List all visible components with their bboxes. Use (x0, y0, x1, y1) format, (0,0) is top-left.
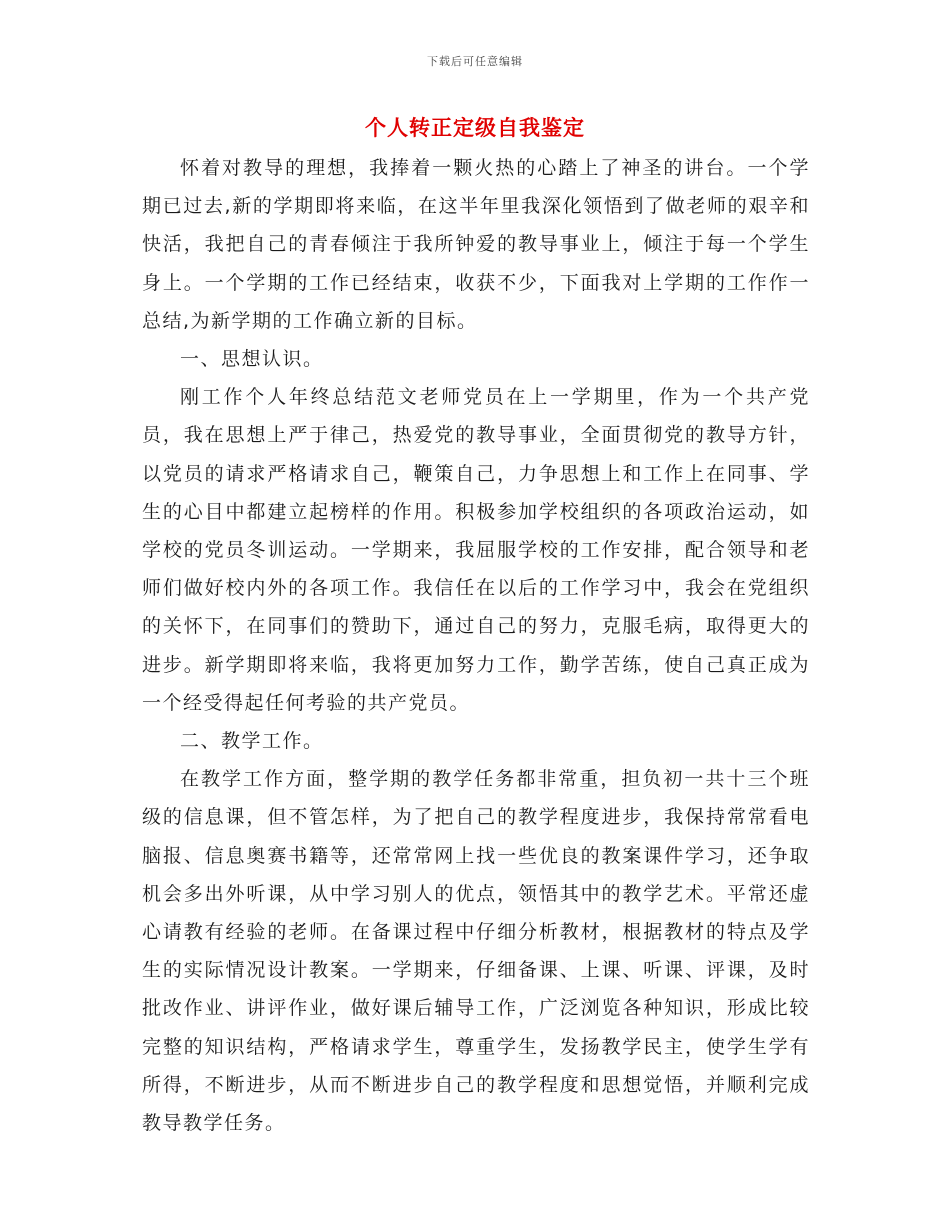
paragraph-intro: 怀着对教导的理想，我捧着一颗火热的心踏上了神圣的讲台。一个学期已过去,新的学期即将来临，在这半年里我深化领悟到了做老师的艰辛和快活，我把自己的青春倾注于我所钟爱的教导事业上，倾注于每一个学生身上。一个学期的工作已经结束，收获不少，下面我对上学期的工作作一总结,为新学期的工作确立新的目标。 (142, 157, 810, 332)
paragraph-teaching: 在教学工作方面，整学期的教学任务都非常重，担负初一共十三个班级的信息课，但不管怎样，为了把自己的教学程度进步，我保持常常看电脑报、信息奥赛书籍等，还常常网上找一些优良的教案课件学习，还争取机会多出外听课，从中学习别人的优点，领悟其中的教学艺术。平常还虚心请教有经验的老师。在备课过程中仔细分析教材，根据教材的特点及学生的实际情况设计教案。一学期来，仔细备课、上课、听课、评课，及时批改作业、讲评作业，做好课后辅导工作，广泛浏览各种知识，形成比较完整的知识结构，严格请求学生，尊重学生，发扬教学民主，使学生学有所得，不断进步，从而不断进步自己的教学程度和思想觉悟，并顺利完成教导教学任务。 (142, 768, 810, 1135)
paragraph-ideology: 刚工作个人年终总结范文老师党员在上一学期里，作为一个共产党员，我在思想上严于律己，热爱党的教导事业，全面贯彻党的教导方针，以党员的请求严格请求自己，鞭策自己，力争思想上和工作上在同事、学生的心目中都建立起榜样的作用。积极参加学校组织的各项政治运动，如学校的党员冬训运动。一学期来，我屈服学校的工作安排，配合领导和老师们做好校内外的各项工作。我信任在以后的工作学习中，我会在党组织的关怀下，在同事们的赞助下，通过自己的努力，克服毛病，取得更大的进步。新学期即将来临，我将更加努力工作，勤学苦练，使自己真正成为一个经受得起任何考验的共产党员。 (142, 386, 810, 714)
section-heading-ideology: 一、思想认识。 (180, 348, 324, 371)
section-heading-teaching: 二、教学工作。 (180, 730, 324, 753)
document-body (142, 149, 810, 1142)
document-title: 个人转正定级自我鉴定 (365, 116, 585, 140)
header-note: 下载后可任意编辑 (427, 55, 523, 68)
